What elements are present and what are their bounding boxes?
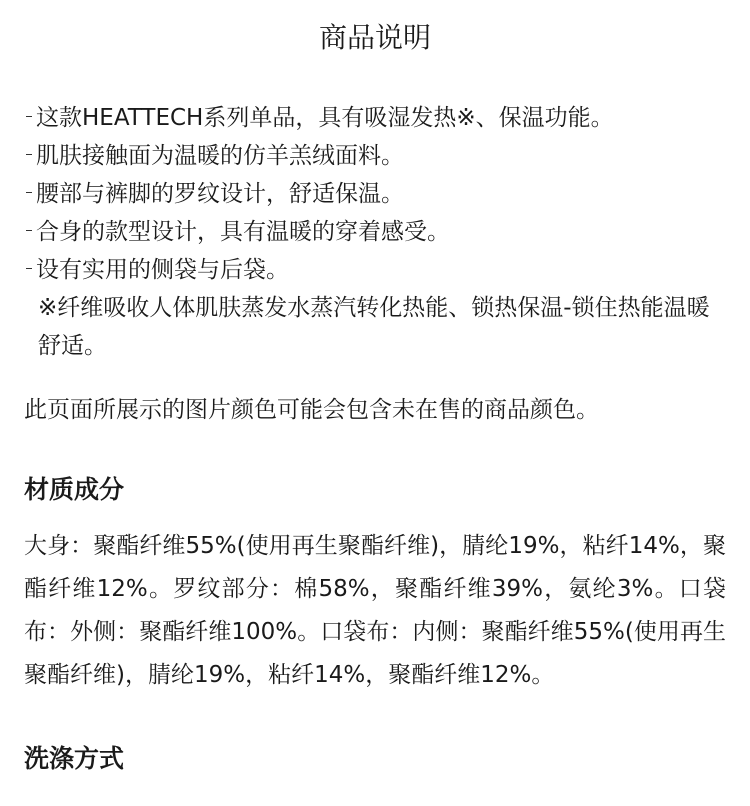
footnote: ※纤维吸收人体肌肤蒸发水蒸汽转化热能、锁热保温-锁住热能温暖舒适。	[38, 295, 710, 359]
feature-item	[24, 251, 726, 289]
page-title: 商品说明	[318, 21, 431, 54]
feature-item	[24, 99, 726, 137]
feature-text: 合身的款型设计，具有温暖的穿着感受。	[36, 219, 450, 245]
feature-text: 腰部与裤脚的罗纹设计，舒适保温。	[36, 181, 404, 207]
feature-text: 设有实用的侧袋与后袋。	[36, 257, 289, 283]
feature-text: 肌肤接触面为温暖的仿羊羔绒面料。	[36, 143, 404, 169]
dash-icon	[26, 230, 32, 231]
feature-list	[24, 99, 726, 365]
washing-heading: 洗涤方式	[24, 744, 125, 773]
dash-icon	[26, 154, 32, 155]
materials-heading: 材质成分	[24, 475, 125, 504]
dash-icon	[26, 268, 32, 269]
feature-item	[24, 175, 726, 213]
dash-icon	[26, 192, 32, 193]
materials-text: 大身：聚酯纤维55%(使用再生聚酯纤维)，腈纶19%，粘纤14%，聚酯纤维12%。罗纹部分：棉58%，聚酯纤维39%，氨纶3%。口袋布：外侧：聚酯纤维100%。口袋布：内侧：聚酯纤维55%(使用再生聚酯纤维)，腈纶19%，粘纤14%，聚酯纤维12%。	[24, 533, 726, 688]
feature-item	[24, 213, 726, 251]
feature-text: 这款HEATTECH系列单品，具有吸湿发热※、保温功能。	[36, 105, 614, 131]
feature-item	[24, 137, 726, 175]
dash-icon	[26, 116, 32, 117]
color-disclaimer: 此页面所展示的图片颜色可能会包含未在售的商品颜色。	[24, 397, 599, 423]
